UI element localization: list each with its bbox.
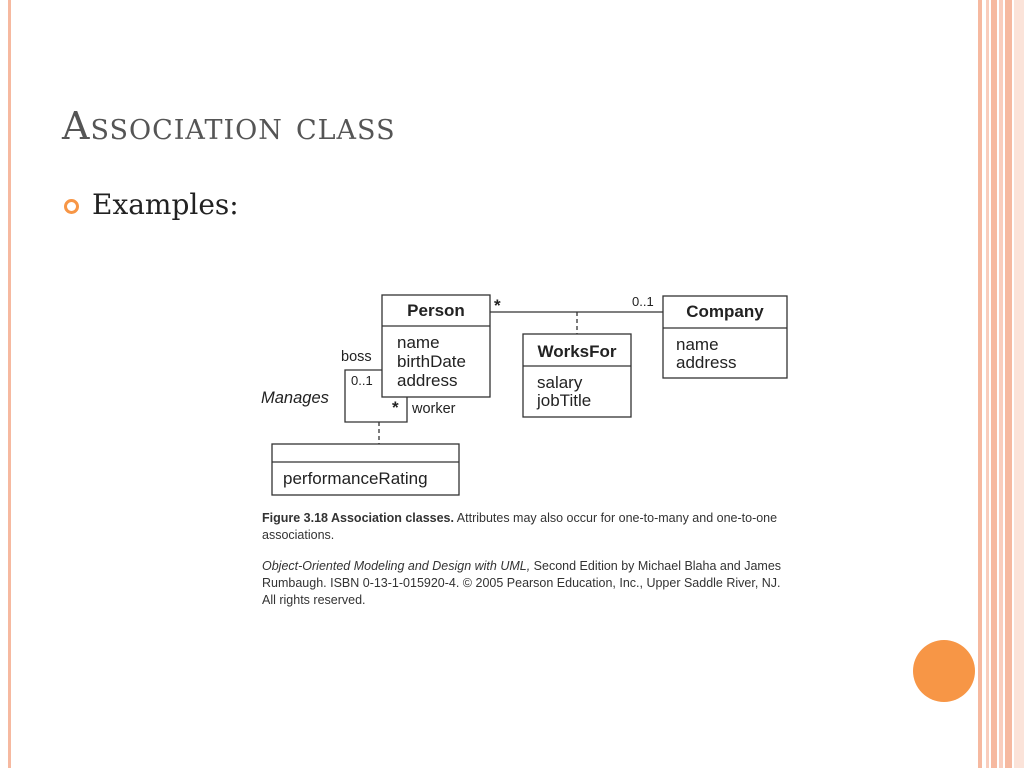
company-multiplicity: 0..1 (632, 294, 654, 309)
manages-class-attr: performanceRating (283, 469, 428, 488)
figure-caption-text: Attributes may also occur for one-to-many and one-to-one associations. (262, 511, 778, 542)
company-attr: address (676, 353, 737, 372)
worker-role-label: worker (412, 401, 456, 417)
boss-multiplicity: 0..1 (351, 373, 373, 388)
person-class-name: Person (407, 301, 465, 320)
person-attr: name (397, 333, 440, 352)
book-citation (262, 558, 782, 609)
worksfor-class-name: WorksFor (537, 342, 617, 361)
book-citation-text: Second Edition by Michael Blaha and James Rumbaugh. ISBN 0-13-1-015920-4. © 2005 Pearson Education, Inc., Upper Saddle River, NJ. All rights reserved. (262, 559, 782, 607)
book-title: Object-Oriented Modeling and Design with UML, (262, 559, 531, 573)
person-attr: address (397, 371, 458, 390)
worker-multiplicity: * (392, 398, 399, 417)
slide-title: Association class (62, 104, 396, 148)
bullet-text: Examples: (92, 188, 239, 221)
worksfor-attr: salary (537, 373, 583, 392)
person-multiplicity: * (494, 296, 501, 315)
decorative-circle (913, 640, 975, 702)
person-attr: birthDate (397, 352, 466, 371)
company-class-name: Company (686, 302, 764, 321)
company-attr: name (676, 335, 719, 354)
boss-role-label: boss (341, 349, 372, 365)
figure-caption-label: Figure 3.18 Association classes. (262, 511, 454, 525)
worksfor-attr: jobTitle (537, 391, 592, 410)
manages-association-label: Manages (261, 389, 329, 407)
figure-caption (262, 510, 782, 544)
